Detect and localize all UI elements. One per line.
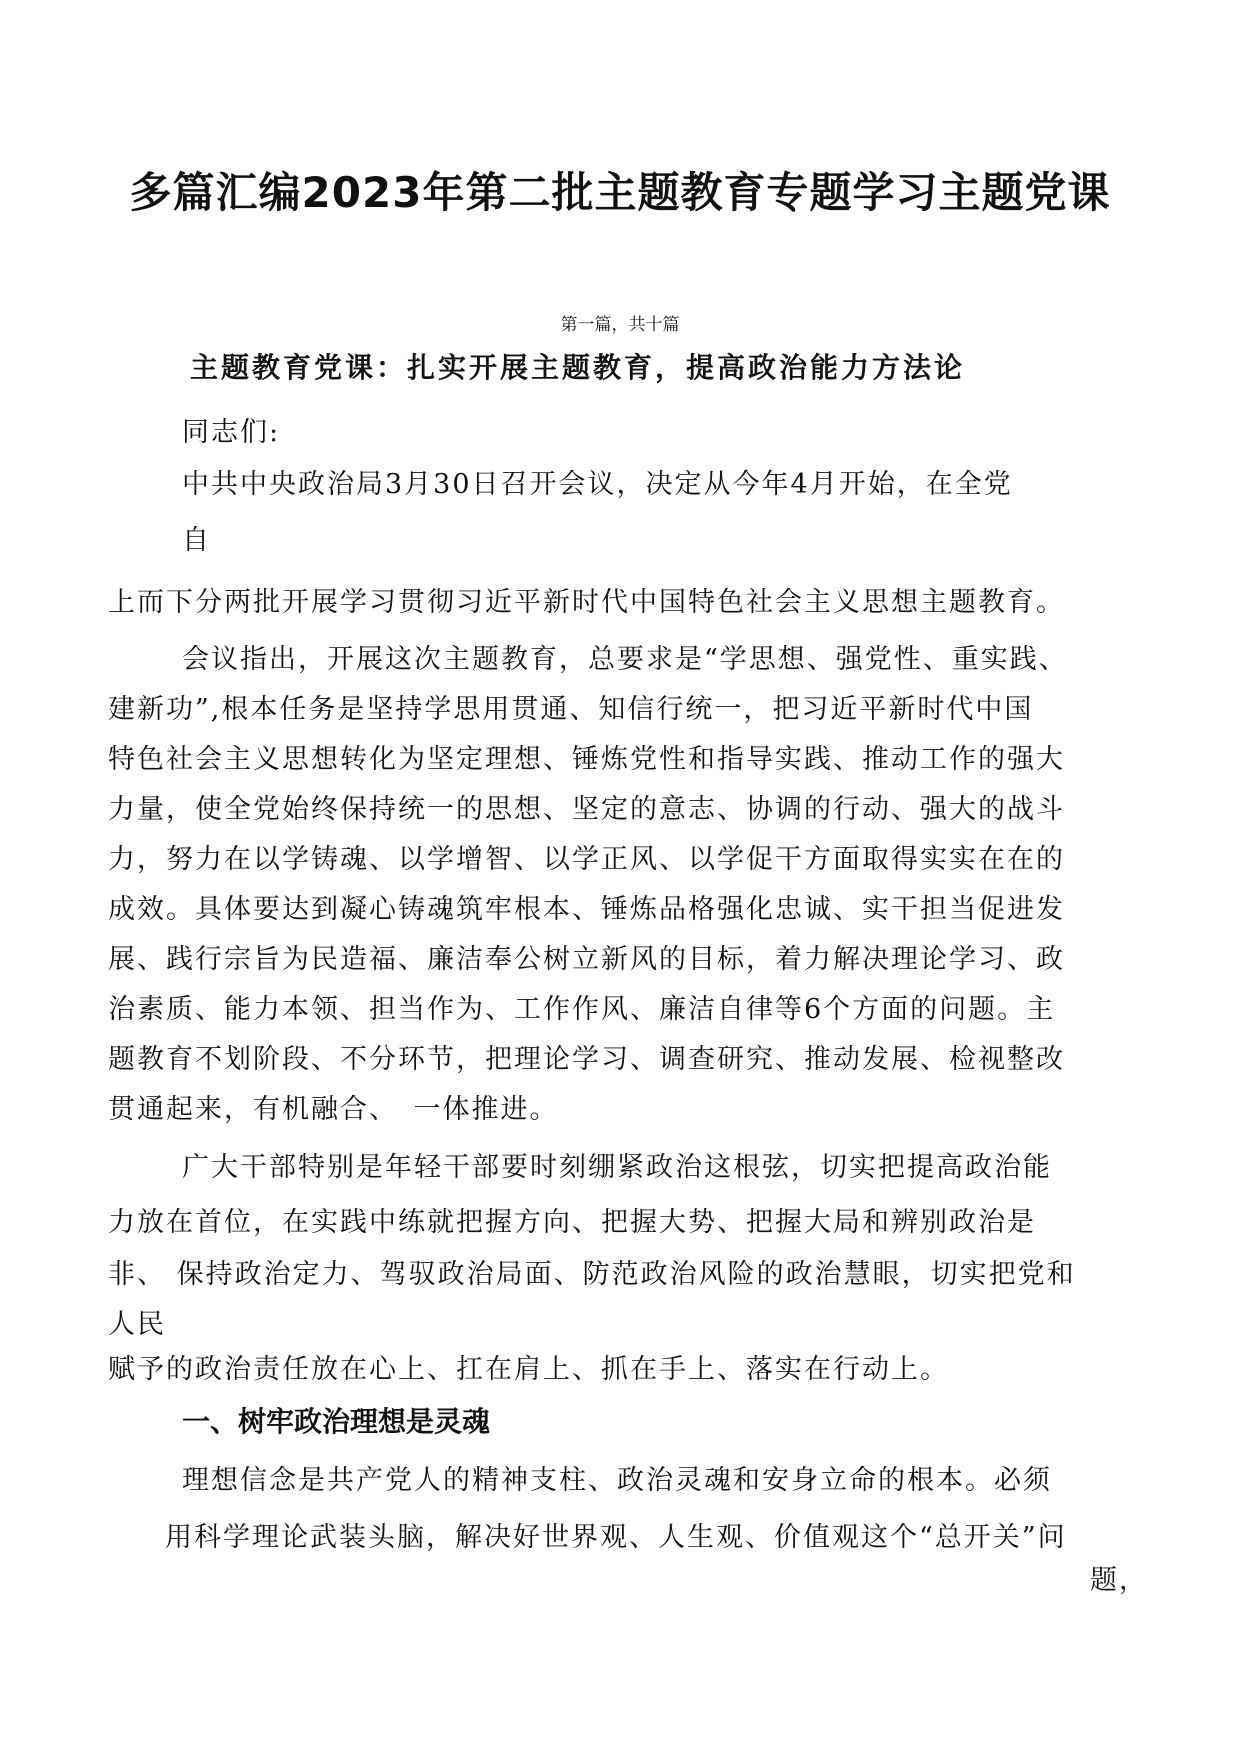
paragraph-line: 上而下分两批开展学习贯彻习近平新时代中国特色社会主义思想主题教育。 bbox=[108, 587, 1065, 618]
paragraph-line: 贯通起来，有机融合、 一体推进。 bbox=[108, 1094, 559, 1125]
document-title: 多篇汇编2023年第二批主题教育专题学习主题党课 bbox=[129, 168, 1111, 217]
paragraph-line: 题， bbox=[1090, 1565, 1148, 1596]
paragraph-line: 成效。具体要达到凝心铸魂筑牢根本、锤炼品格强化忠诚、实干担当促进发 bbox=[108, 894, 1065, 925]
paragraph-line: 理想信念是共产党人的精神支柱、政治灵魂和安身立命的根本。必须 bbox=[182, 1465, 1052, 1496]
document-subtitle: 主题教育党课：扎实开展主题教育，提高政治能力方法论 bbox=[190, 351, 966, 384]
paragraph-line: 用科学理论武装头脑，解决好世界观、人生观、价值观这个“总开关”问 bbox=[165, 1522, 1067, 1553]
salutation: 同志们: bbox=[182, 417, 281, 448]
paragraph-line: 题教育不划阶段、不分环节，把理论学习、调查研究、推动发展、检视整改 bbox=[108, 1044, 1065, 1075]
paragraph-line: 中共中央政治局3月30日召开会议，决定从今年4月开始，在全党 bbox=[182, 469, 1013, 500]
paragraph-line: 力，努力在以学铸魂、以学增智、以学正风、以学促干方面取得实实在在的 bbox=[108, 844, 1065, 875]
section-heading: 一、树牢政治理想是灵魂 bbox=[182, 1405, 491, 1438]
paragraph-line: 力量，使全党始终保持统一的思想、坚定的意志、协调的行动、强大的战斗 bbox=[108, 794, 1065, 825]
paragraph-line: 特色社会主义思想转化为坚定理想、锤炼党性和指导实践、推动工作的强大 bbox=[108, 744, 1065, 775]
paragraph-line: 人民 bbox=[108, 1309, 166, 1340]
paragraph-line: 自 bbox=[182, 525, 211, 556]
paragraph-line: 广大干部特别是年轻干部要时刻绷紧政治这根弦，切实把提高政治能 bbox=[182, 1152, 1052, 1183]
paragraph-line: 力放在首位，在实践中练就把握方向、把握大势、把握大局和辨别政治是 bbox=[108, 1207, 1036, 1238]
series-label: 第一篇，共十篇 bbox=[560, 315, 680, 335]
paragraph-line: 非、 保持政治定力、驾驭政治局面、防范政治风险的政治慧眼，切实把党和 bbox=[108, 1259, 1076, 1290]
paragraph-line: 赋予的政治责任放在心上、扛在肩上、抓在手上、落实在行动上。 bbox=[108, 1354, 949, 1385]
paragraph-line: 治素质、能力本领、担当作为、工作作风、廉洁自律等6个方面的问题。主 bbox=[108, 994, 1056, 1025]
paragraph-line: 会议指出，开展这次主题教育，总要求是“学思想、强党性、重实践、 bbox=[182, 644, 1068, 675]
paragraph-line: 建新功”,根本任务是坚持学思用贯通、知信行统一，把习近平新时代中国 bbox=[108, 694, 1034, 725]
paragraph-line: 展、践行宗旨为民造福、廉洁奉公树立新风的目标，着力解决理论学习、政 bbox=[108, 944, 1065, 975]
